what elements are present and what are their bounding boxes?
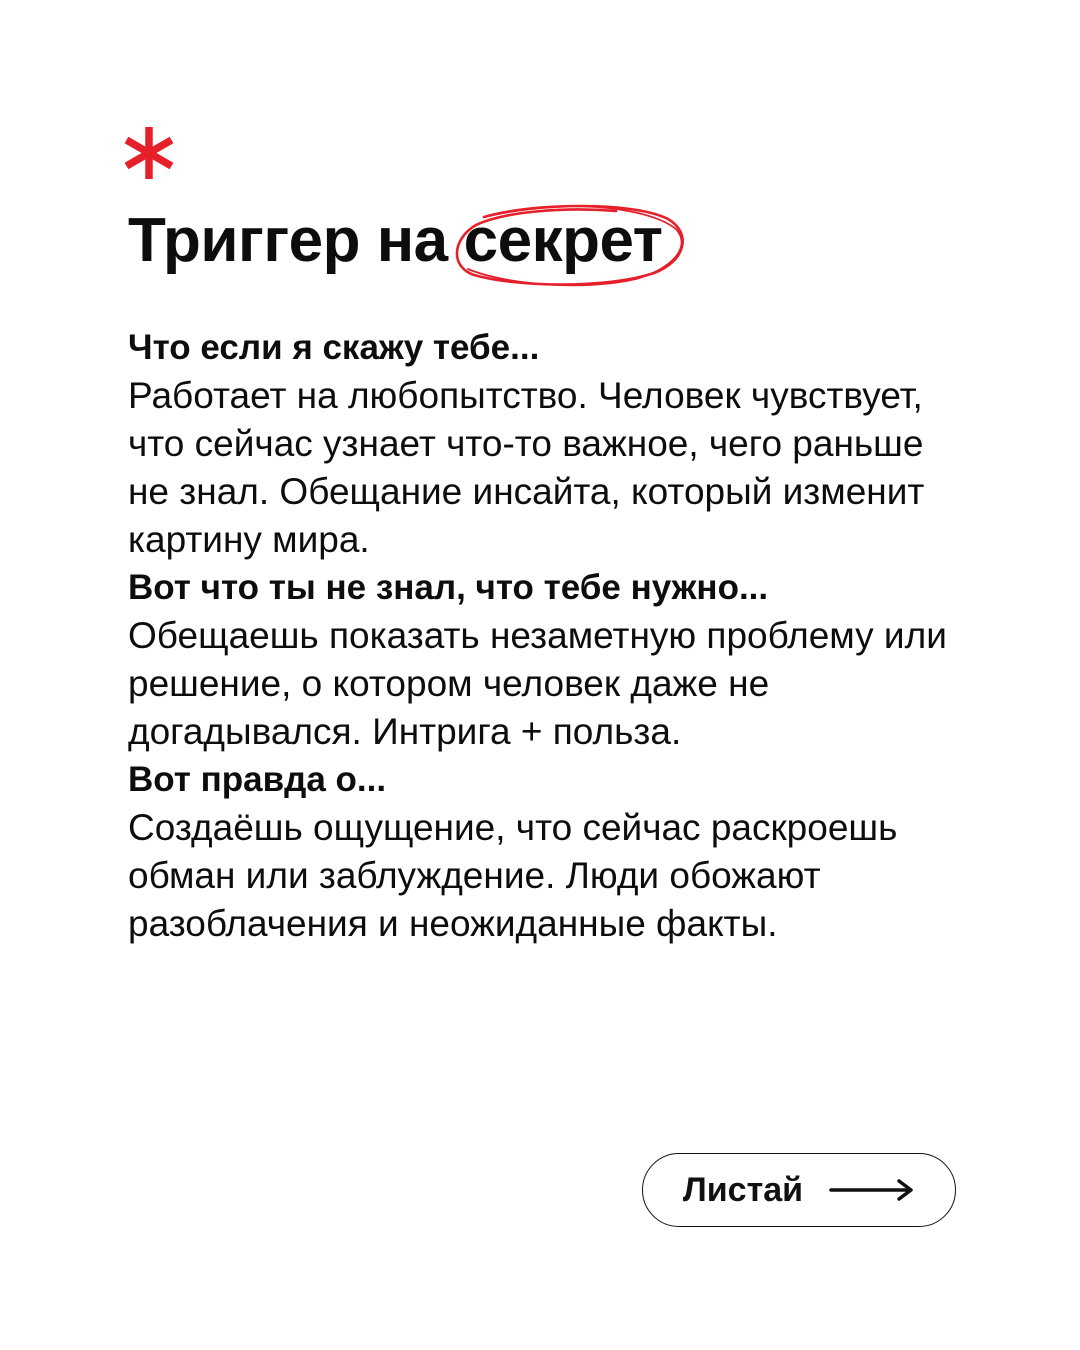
section-1-body: Работает на любопытство. Человек чувствует, что сейчас узнает что-то важное, чего раньше не знал. Обещание инсайта, который изменит картину мира. xyxy=(128,375,925,560)
section-3-lead: Вот правда о... xyxy=(128,760,387,799)
title-prefix: Триггер на xyxy=(128,206,448,275)
section-1-lead: Что если я скажу тебе... xyxy=(128,328,540,367)
section-2-lead: Вот что ты не знал, что тебе нужно... xyxy=(128,568,769,607)
title-highlight-text: секрет xyxy=(463,206,663,275)
arrow-right-icon xyxy=(829,1177,915,1203)
section-3-body: Создаёшь ощущение, что сейчас раскроешь обман или заблуждение. Люди обожают разоблачения и неожиданные факты. xyxy=(128,807,898,944)
swipe-button[interactable] xyxy=(642,1153,956,1227)
title-highlight-word xyxy=(464,203,663,279)
section-2-body: Обещаешь показать незаметную проблему или решение, о котором человек даже не догадывался. Интрига + польза. xyxy=(128,615,947,752)
page-title xyxy=(128,203,663,279)
swipe-button-label: Листай xyxy=(682,1170,804,1209)
asterisk-icon xyxy=(118,122,180,184)
content-list xyxy=(128,324,948,948)
